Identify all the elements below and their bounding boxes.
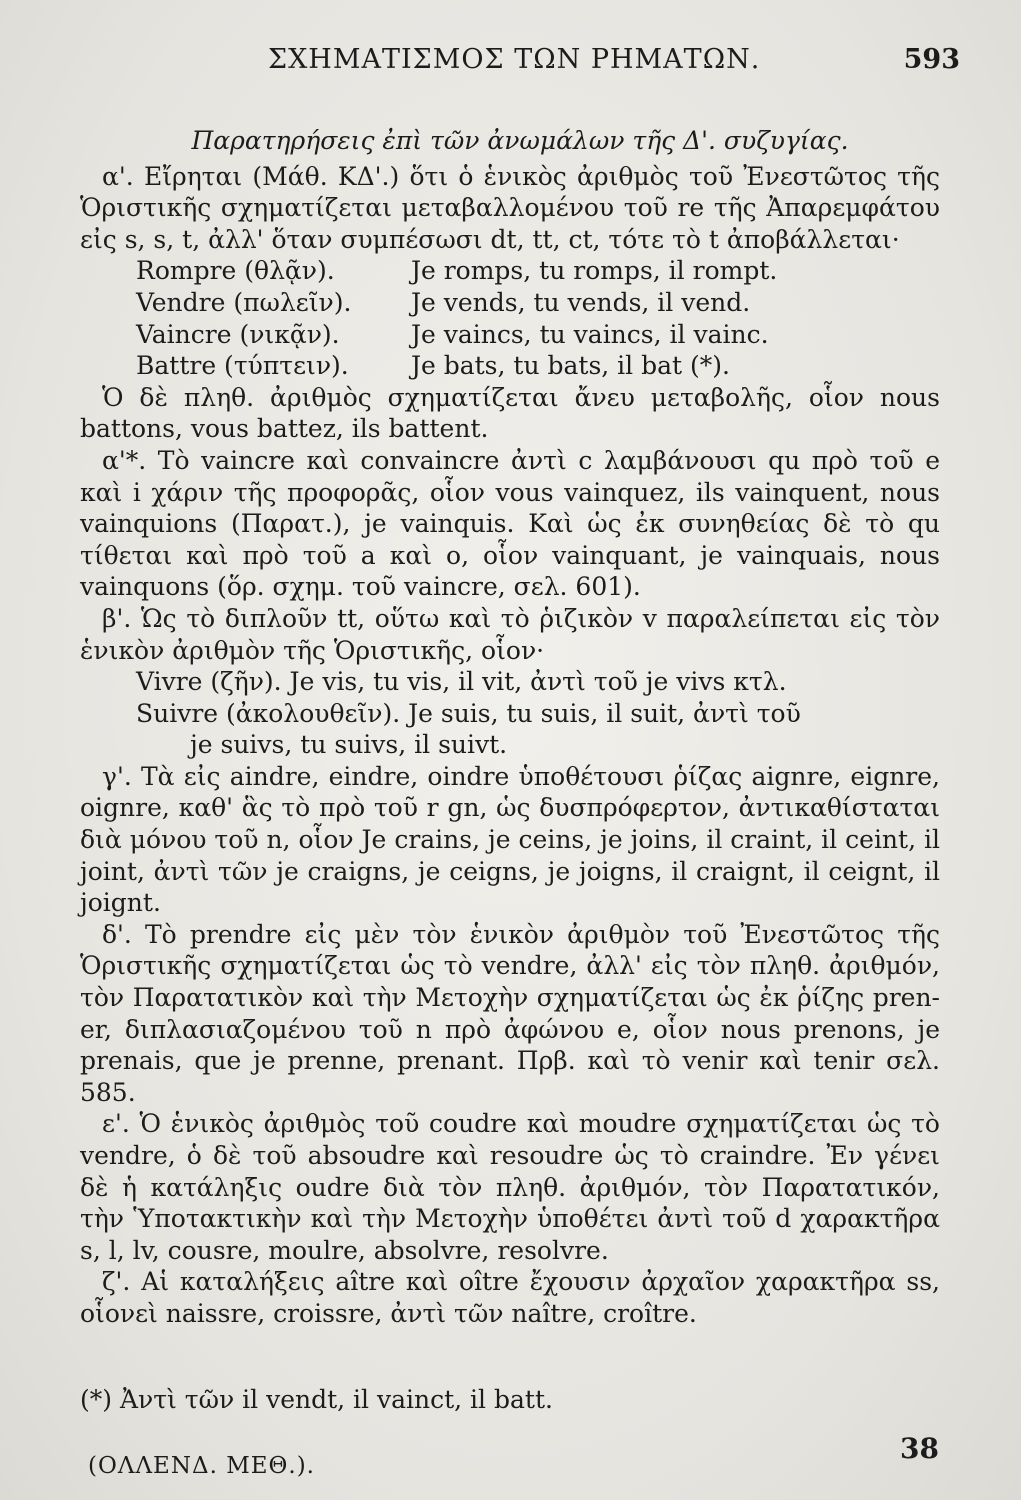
paragraph-epsilon: ε'. Ὁ ἑνικὸς ἀριθμὸς τοῦ coudre καὶ moudre σχηματίζεται ὡς τὸ vendre, ὁ δὲ τοῦ absoudre καὶ resoudre ὡς τὸ craindre. Ἐν γένει δὲ ἡ κατάληξις oudre διὰ τὸν πληθ. ἀριθμόν, τὸν Παρατατικόν, τὴν Ὑποτακτικὴν καὶ τὴν Μετοχὴν ὑποθέτει ἀντὶ τοῦ d χαρακτῆρα s, l, lv, cousre, moulre, absolvre, resolvre. <box>80 1109 940 1265</box>
page-body <box>80 125 940 1330</box>
sheet-number: 38 <box>900 1432 939 1465</box>
example-verb: Vaincre (νικᾷν). <box>136 319 340 349</box>
example-line: Suivre (ἀκολουθεῖν). Je suis, tu suis, il suit, ἀντὶ τοῦ <box>136 698 801 728</box>
example-verb: Battre (τύπτειν). <box>136 351 349 381</box>
paragraph-alpha-plural: Ὁ δὲ πληθ. ἀριθμὸς σχηματίζεται ἄνευ μεταβολῆς, οἷον nous battons, vous battez, ils battent. <box>80 382 940 444</box>
paragraph-zeta: ζ'. Αἱ καταλήξεις aître καὶ oître ἔχουσιν ἀρχαῖον χαρακτῆρα ss, οἷονεὶ naissre, croissre, ἀντὶ τῶν naître, croître. <box>80 1267 940 1328</box>
example-line: je suivs, tu suivs, il suivt. <box>190 730 508 760</box>
example-forms: Je vaincs, tu vaincs, il vainc. <box>410 319 769 349</box>
section-subtitle: Παρατηρήσεις ἐπὶ τῶν ἀνωμάλων τῆς Δ'. συζυγίας. <box>191 126 849 155</box>
example-verb: Vendre (πωλεῖν). <box>136 287 352 317</box>
paragraph-alpha-star: α'*. Τὸ vaincre καὶ convaincre ἀντὶ c λαμβάνουσι qu πρὸ τοῦ e καὶ i χάριν τῆς προφορᾶς, οἷον vous vainquez, ils vainquent, nous vainquions (Παρατ.), je vainquis. Καὶ ὡς ἐκ συνηθείας δὲ τὸ qu τίθεται καὶ πρὸ τοῦ a καὶ o, οἷον vainquant, je vainquais, nous vainquons (ὅρ. σχημ. τοῦ vaincre, σελ. 601). <box>80 445 940 602</box>
examples-alpha <box>80 255 940 381</box>
example-forms: Je vends, tu vends, il vend. <box>410 287 751 317</box>
example-line <box>80 255 940 287</box>
footnote-area <box>80 1385 960 1414</box>
example-line <box>80 319 940 351</box>
example-verb: Rompre (θλᾷν). <box>136 256 335 286</box>
example-forms: Je romps, tu romps, il rompt. <box>410 256 778 286</box>
page-header <box>80 44 960 94</box>
running-title: ΣΧΗΜΑΤΙΣΜΟΣ ΤΩΝ ΡΗΜΑΤΩΝ. <box>268 44 761 75</box>
example-forms: Je bats, tu bats, il bat (*). <box>410 351 730 381</box>
paragraph-delta: δ'. Τὸ prendre εἰς μὲν τὸν ἑνικὸν ἀριθμὸν τοῦ Ἐνεστῶτος τῆς Ὁριστικῆς σχηματίζεται ὡς τὸ vendre, ἀλλ' εἰς τὸν πληθ. ἀριθμόν, τὸν Παρατατικὸν καὶ τὴν Μετοχὴν σχηματίζεται ὡς ἐκ ῥίζης pren-er, διπλασιαζομένου τοῦ n πρὸ ἀφώνου e, οἷον nous prenons, je prenais, que je prenne, prenant. Πρβ. καὶ τὸ venir καὶ tenir σελ. 585. <box>80 919 940 1107</box>
example-line: Vivre (ζῆν). Je vis, tu vis, il vit, ἀντὶ τοῦ je vivs κτλ. <box>136 667 787 697</box>
example-line <box>80 287 940 319</box>
paragraph-beta: β'. Ὡς τὸ διπλοῦν tt, οὕτω καὶ τὸ ῥιζικὸν v παραλείπεται εἰς τὸν ἑνικὸν ἀριθμὸν τῆς Ὁριστικῆς, οἷον· <box>80 603 940 665</box>
page-number: 593 <box>903 44 960 75</box>
printer-signature: (ΟΛΛΕΝΔ. ΜΕΘ.). <box>88 1453 315 1479</box>
example-line <box>80 350 940 382</box>
paragraph-alpha: α'. Εἴρηται (Μάθ. ΚΔ'.) ὅτι ὁ ἑνικὸς ἀριθμὸς τοῦ Ἐνεστῶτος τῆς Ὁριστικῆς σχηματίζεται μεταβαλλομένου τοῦ re τῆς Ἀπαρεμφάτου εἰς s, s, t, ἀλλ' ὅταν συμπέσωσι dt, tt, ct, τότε τὸ t ἀποβάλλεται· <box>80 161 940 254</box>
footnote: (*) Ἀντὶ τῶν il vendt, il vainct, il batt. <box>80 1385 553 1414</box>
examples-beta <box>80 666 940 761</box>
paragraph-gamma: γ'. Τὰ εἰς aindre, eindre, oindre ὑποθέτουσι ῥίζας aignre, eignre, oignre, καθ' ἃς τὸ πρὸ τοῦ r gn, ὡς δυσπρόφερτον, ἀντικαθίσταται διὰ μόνου τοῦ n, οἷον Je crains, je ceins, je joins, il craint, il ceint, il joint, ἀντὶ τῶν je craigns, je ceigns, je joigns, il craignt, il ceignt, il joignt. <box>80 761 940 918</box>
